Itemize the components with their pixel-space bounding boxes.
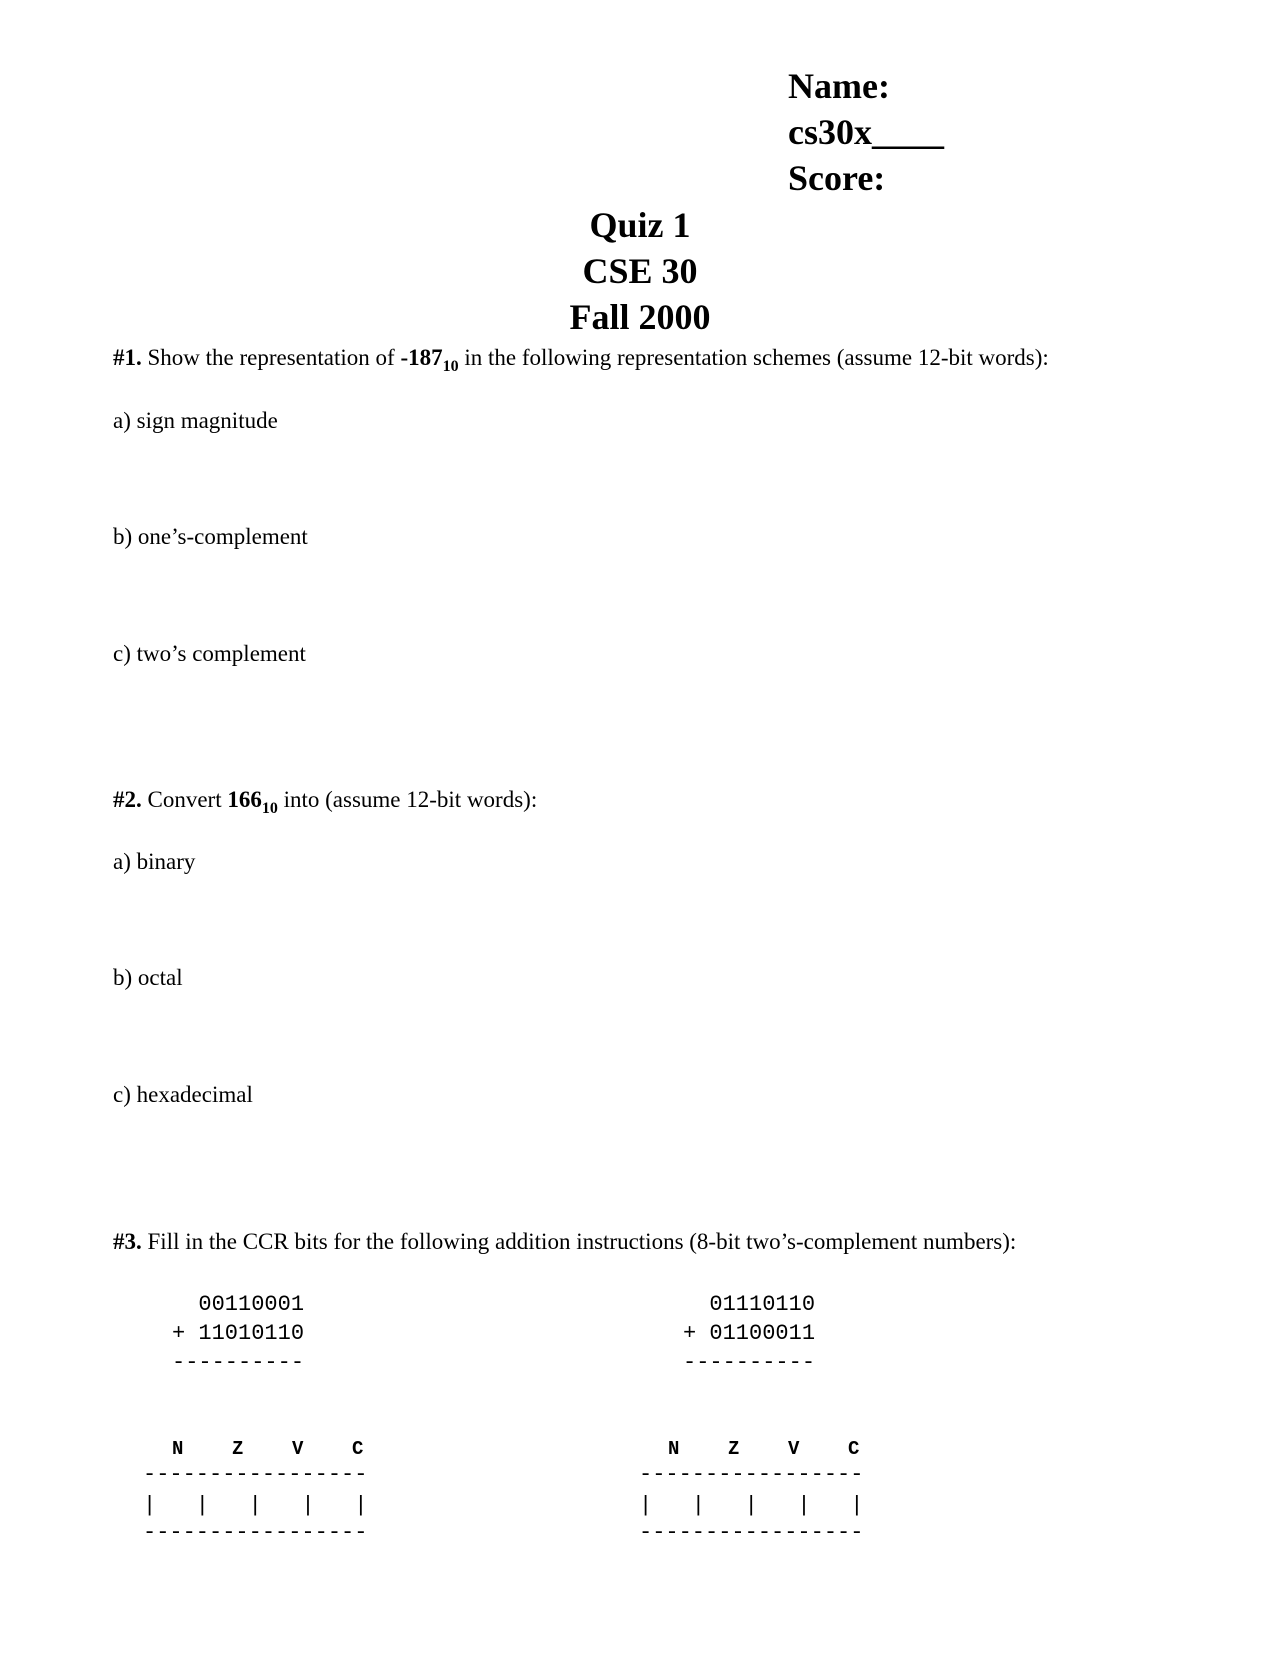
question-2-part-a: a) binary [113,849,196,874]
question-2-text-after: into (assume 12-bit words): [283,787,538,812]
question-1-part-c: c) two’s complement [113,641,306,666]
problem-a-rule: ---------- [172,1350,305,1375]
problem-a-operand-1: 00110001 [172,1292,305,1317]
problem-a-box-bottom: ----------------- [143,1520,368,1545]
question-1-value: $-187_{10}$ [400,345,459,375]
name-label: Name: [788,66,890,106]
question-2-prompt [113,785,537,815]
question-1-part-a: a) sign magnitude [113,408,278,433]
question-2-part-c: c) hexadecimal [113,1082,253,1107]
title-quiz: Quiz 1 [589,205,691,245]
problem-b-box-top: ----------------- [639,1462,864,1487]
problem-a-flag-c: C [352,1438,364,1460]
problem-a-box-mid: | | | | | [143,1493,368,1518]
problem-b-box-bottom: ----------------- [639,1520,864,1545]
question-1-part-b: b) one’s-complement [113,524,308,549]
problem-b-flag-n: N [668,1438,680,1460]
question-1-text-after: in the following representation schemes (assume 12-bit words): [464,345,1049,370]
title-course: CSE 30 [582,251,698,291]
problem-a-flag-v: V [292,1438,304,1460]
question-3-text: Fill in the CCR bits for the following addition instructions (8-bit two’s-complement numbers): [147,1229,1017,1254]
problem-b-operand-1: 01110110 [683,1292,816,1317]
score-label: Score: [788,158,886,198]
problem-b-box-mid: | | | | | [639,1493,864,1518]
question-2-part-b: b) octal [113,965,183,990]
question-2-value: $166_{10}$ [227,787,278,817]
question-3-prompt [113,1227,1016,1257]
problem-a-box-top: ----------------- [143,1462,368,1487]
problem-b-flag-z: Z [728,1438,740,1460]
problem-b-rule: ---------- [683,1350,816,1375]
problem-b-flag-c: C [848,1438,860,1460]
problem-b-operand-2: + 01100011 [683,1321,816,1346]
question-2-text-before: Convert [147,787,222,812]
question-2-number: #2. [113,787,142,812]
question-3-number: #3. [113,1229,142,1254]
title-term: Fall 2000 [569,297,711,337]
problem-a-flag-z: Z [232,1438,244,1460]
problem-b-flag-v: V [788,1438,800,1460]
question-2-base: 10 [261,800,278,817]
login-label: cs30x____ [788,112,944,152]
question-1-base: 10 [442,358,459,375]
question-1-number: #1. [113,345,142,370]
question-1-prompt [113,343,1049,373]
question-1-text-before: Show the representation of [147,345,395,370]
problem-a-operand-2: + 11010110 [172,1321,305,1346]
problem-a-flag-n: N [172,1438,184,1460]
